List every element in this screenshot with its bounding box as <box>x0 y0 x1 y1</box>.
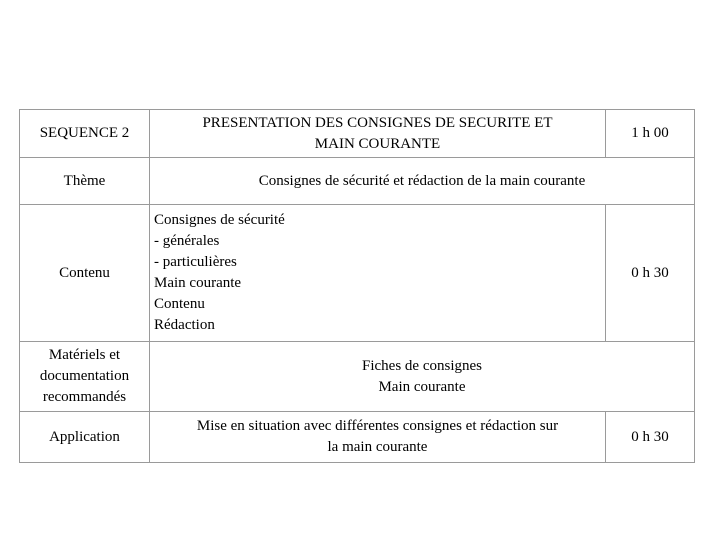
content-item: - générales <box>154 233 220 249</box>
application-label: Application <box>49 428 120 445</box>
application-label-cell <box>19 411 150 463</box>
theme-label-cell <box>19 157 150 205</box>
content-label: Contenu <box>59 264 110 281</box>
content-item: - particulières <box>154 254 237 270</box>
content-duration-cell <box>605 204 695 342</box>
sequence-title-cell <box>149 109 606 158</box>
materials-label-cell <box>19 341 150 412</box>
content-item: Contenu <box>154 296 205 312</box>
materials-label: Matériels et documentation recommandés <box>39 347 130 405</box>
theme-content: Consignes de sécurité et rédaction de la main courante <box>258 172 586 189</box>
sequence-title: PRESENTATION DES CONSIGNES DE SECURITE ET MAIN COURANTE <box>202 114 553 152</box>
application-duration: 0 h 30 <box>631 428 669 445</box>
content-label-cell <box>19 204 150 342</box>
content-item: Rédaction <box>154 317 215 333</box>
content-duration: 0 h 30 <box>631 264 669 281</box>
application-content: Mise en situation avec différentes consignes et rédaction sur la main courante <box>196 418 559 455</box>
theme-label: Thème <box>63 172 106 189</box>
materials-content-cell <box>149 341 695 412</box>
sequence-label-cell <box>19 109 150 158</box>
sequence-duration-cell <box>605 109 695 158</box>
content-item: Main courante <box>154 275 242 291</box>
application-content-cell <box>149 411 606 463</box>
application-duration-cell <box>605 411 695 463</box>
content-list-cell <box>149 204 606 342</box>
sequence-label: SEQUENCE 2 <box>39 125 130 141</box>
content-item: Consignes de sécurité <box>154 212 285 228</box>
materials-content: Fiches de consignes Main courante <box>362 357 482 395</box>
sequence-duration: 1 h 00 <box>631 125 669 141</box>
theme-content-cell <box>149 157 695 205</box>
